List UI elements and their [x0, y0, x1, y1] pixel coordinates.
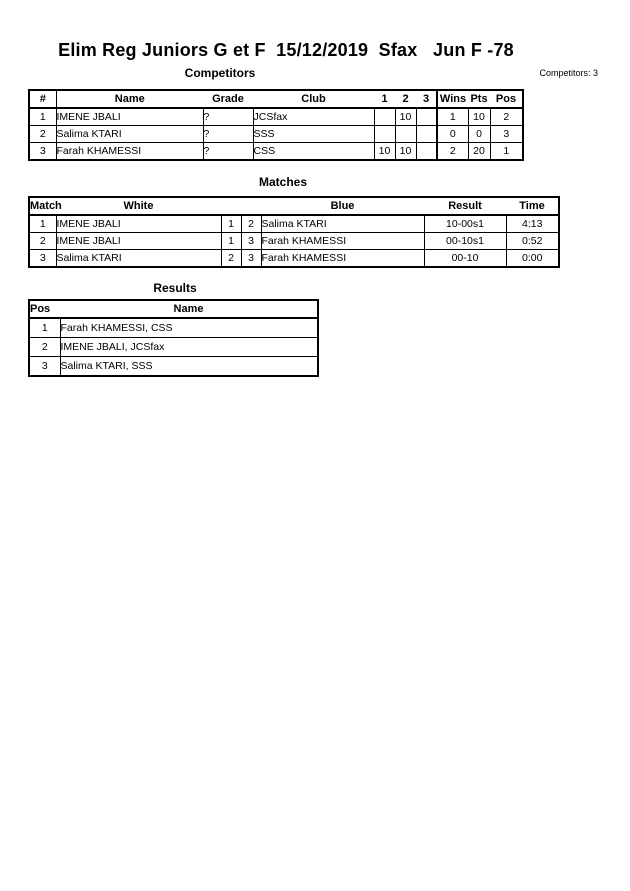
competitor-row: [29, 108, 523, 126]
competitors-col-grade: Grade: [203, 90, 253, 108]
competitor-grade: ?: [203, 143, 253, 161]
competitor-grade: ?: [203, 126, 253, 143]
competitors-col-wins: Wins: [437, 90, 468, 108]
competitor-round1-score: 10: [374, 143, 395, 161]
results-header-row: [29, 300, 318, 318]
competitors-col-club: Club: [253, 90, 374, 108]
match-white-seed: 2: [221, 250, 241, 268]
result-pos: 1: [29, 318, 60, 338]
match-result: 10-00s1: [424, 215, 506, 233]
matches-heading: Matches: [258, 175, 308, 189]
competitor-row: [29, 143, 523, 161]
page-title: Elim Reg Juniors G et F 15/12/2019 Sfax Jun F -78: [58, 40, 514, 60]
match-number: 2: [29, 233, 56, 250]
matches-col-result: Result: [424, 197, 506, 215]
competitor-number: 2: [29, 126, 56, 143]
competitor-club: SSS: [253, 126, 374, 143]
matches-col-time: Time: [506, 197, 559, 215]
result-row: [29, 357, 318, 377]
competitor-wins: 0: [437, 126, 468, 143]
match-blue-seed: 3: [241, 250, 261, 268]
result-pos: 3: [29, 357, 60, 377]
competitor-club: JCSfax: [253, 108, 374, 126]
matches-col-white-number: [221, 197, 241, 215]
match-time: 0:52: [506, 233, 559, 250]
competitors-col-pos: Pos: [490, 90, 523, 108]
competitor-round1-score: [374, 108, 395, 126]
competitor-round2-score: [395, 126, 416, 143]
competitor-round2-score: 10: [395, 108, 416, 126]
competitor-wins: 1: [437, 108, 468, 126]
competitor-pos: 1: [490, 143, 523, 161]
competitor-round2-score: 10: [395, 143, 416, 161]
competitor-pts: 10: [468, 108, 490, 126]
match-white-name: IMENE JBALI: [56, 215, 221, 233]
competitor-number: 3: [29, 143, 56, 161]
competitor-round3-score: [416, 143, 437, 161]
result-name: IMENE JBALI, JCSfax: [60, 338, 318, 357]
competitors-col-round3: 3: [416, 90, 437, 108]
competitors-table: [28, 89, 524, 161]
results-heading: Results: [153, 281, 197, 295]
result-name: Salima KTARI, SSS: [60, 357, 318, 377]
results-col-name: Name: [60, 300, 318, 318]
competitors-col-pts: Pts: [468, 90, 490, 108]
competitor-wins: 2: [437, 143, 468, 161]
results-table: [28, 299, 319, 377]
matches-col-match: Match: [29, 197, 56, 215]
match-blue-seed: 3: [241, 233, 261, 250]
result-name: Farah KHAMESSI, CSS: [60, 318, 318, 338]
competitor-pts: 20: [468, 143, 490, 161]
matches-col-blue: Blue: [261, 197, 424, 215]
competitor-pts: 0: [468, 126, 490, 143]
match-blue-seed: 2: [241, 215, 261, 233]
matches-col-white: White: [56, 197, 221, 215]
match-white-name: IMENE JBALI: [56, 233, 221, 250]
match-number: 3: [29, 250, 56, 268]
match-blue-name: Farah KHAMESSI: [261, 233, 424, 250]
competitors-header-row: [29, 90, 523, 108]
matches-header-row: [29, 197, 559, 215]
competitors-count: Competitors: 3: [539, 68, 598, 78]
match-row: [29, 233, 559, 250]
results-col-pos: Pos: [29, 300, 60, 318]
result-row: [29, 318, 318, 338]
competitor-grade: ?: [203, 108, 253, 126]
match-blue-name: Farah KHAMESSI: [261, 250, 424, 268]
competitors-col-round1: 1: [374, 90, 395, 108]
competitor-name: Farah KHAMESSI: [56, 143, 203, 161]
competitor-round3-score: [416, 108, 437, 126]
result-row: [29, 338, 318, 357]
competitor-round1-score: [374, 126, 395, 143]
competitor-name: Salima KTARI: [56, 126, 203, 143]
match-row: [29, 250, 559, 268]
match-blue-name: Salima KTARI: [261, 215, 424, 233]
matches-table: [28, 196, 560, 268]
competitors-col-name: Name: [56, 90, 203, 108]
match-row: [29, 215, 559, 233]
match-number: 1: [29, 215, 56, 233]
match-white-seed: 1: [221, 215, 241, 233]
competitor-number: 1: [29, 108, 56, 126]
competitors-col-round2: 2: [395, 90, 416, 108]
competitor-name: IMENE JBALI: [56, 108, 203, 126]
match-result: 00-10s1: [424, 233, 506, 250]
competitor-round3-score: [416, 126, 437, 143]
competitor-club: CSS: [253, 143, 374, 161]
match-white-seed: 1: [221, 233, 241, 250]
match-time: 0:00: [506, 250, 559, 268]
match-white-name: Salima KTARI: [56, 250, 221, 268]
competitors-heading: Competitors: [184, 66, 256, 80]
competitor-pos: 3: [490, 126, 523, 143]
result-pos: 2: [29, 338, 60, 357]
match-result: 00-10: [424, 250, 506, 268]
matches-col-blue-number: [241, 197, 261, 215]
competitors-col-number: #: [29, 90, 56, 108]
match-time: 4:13: [506, 215, 559, 233]
competitor-pos: 2: [490, 108, 523, 126]
competitor-row: [29, 126, 523, 143]
